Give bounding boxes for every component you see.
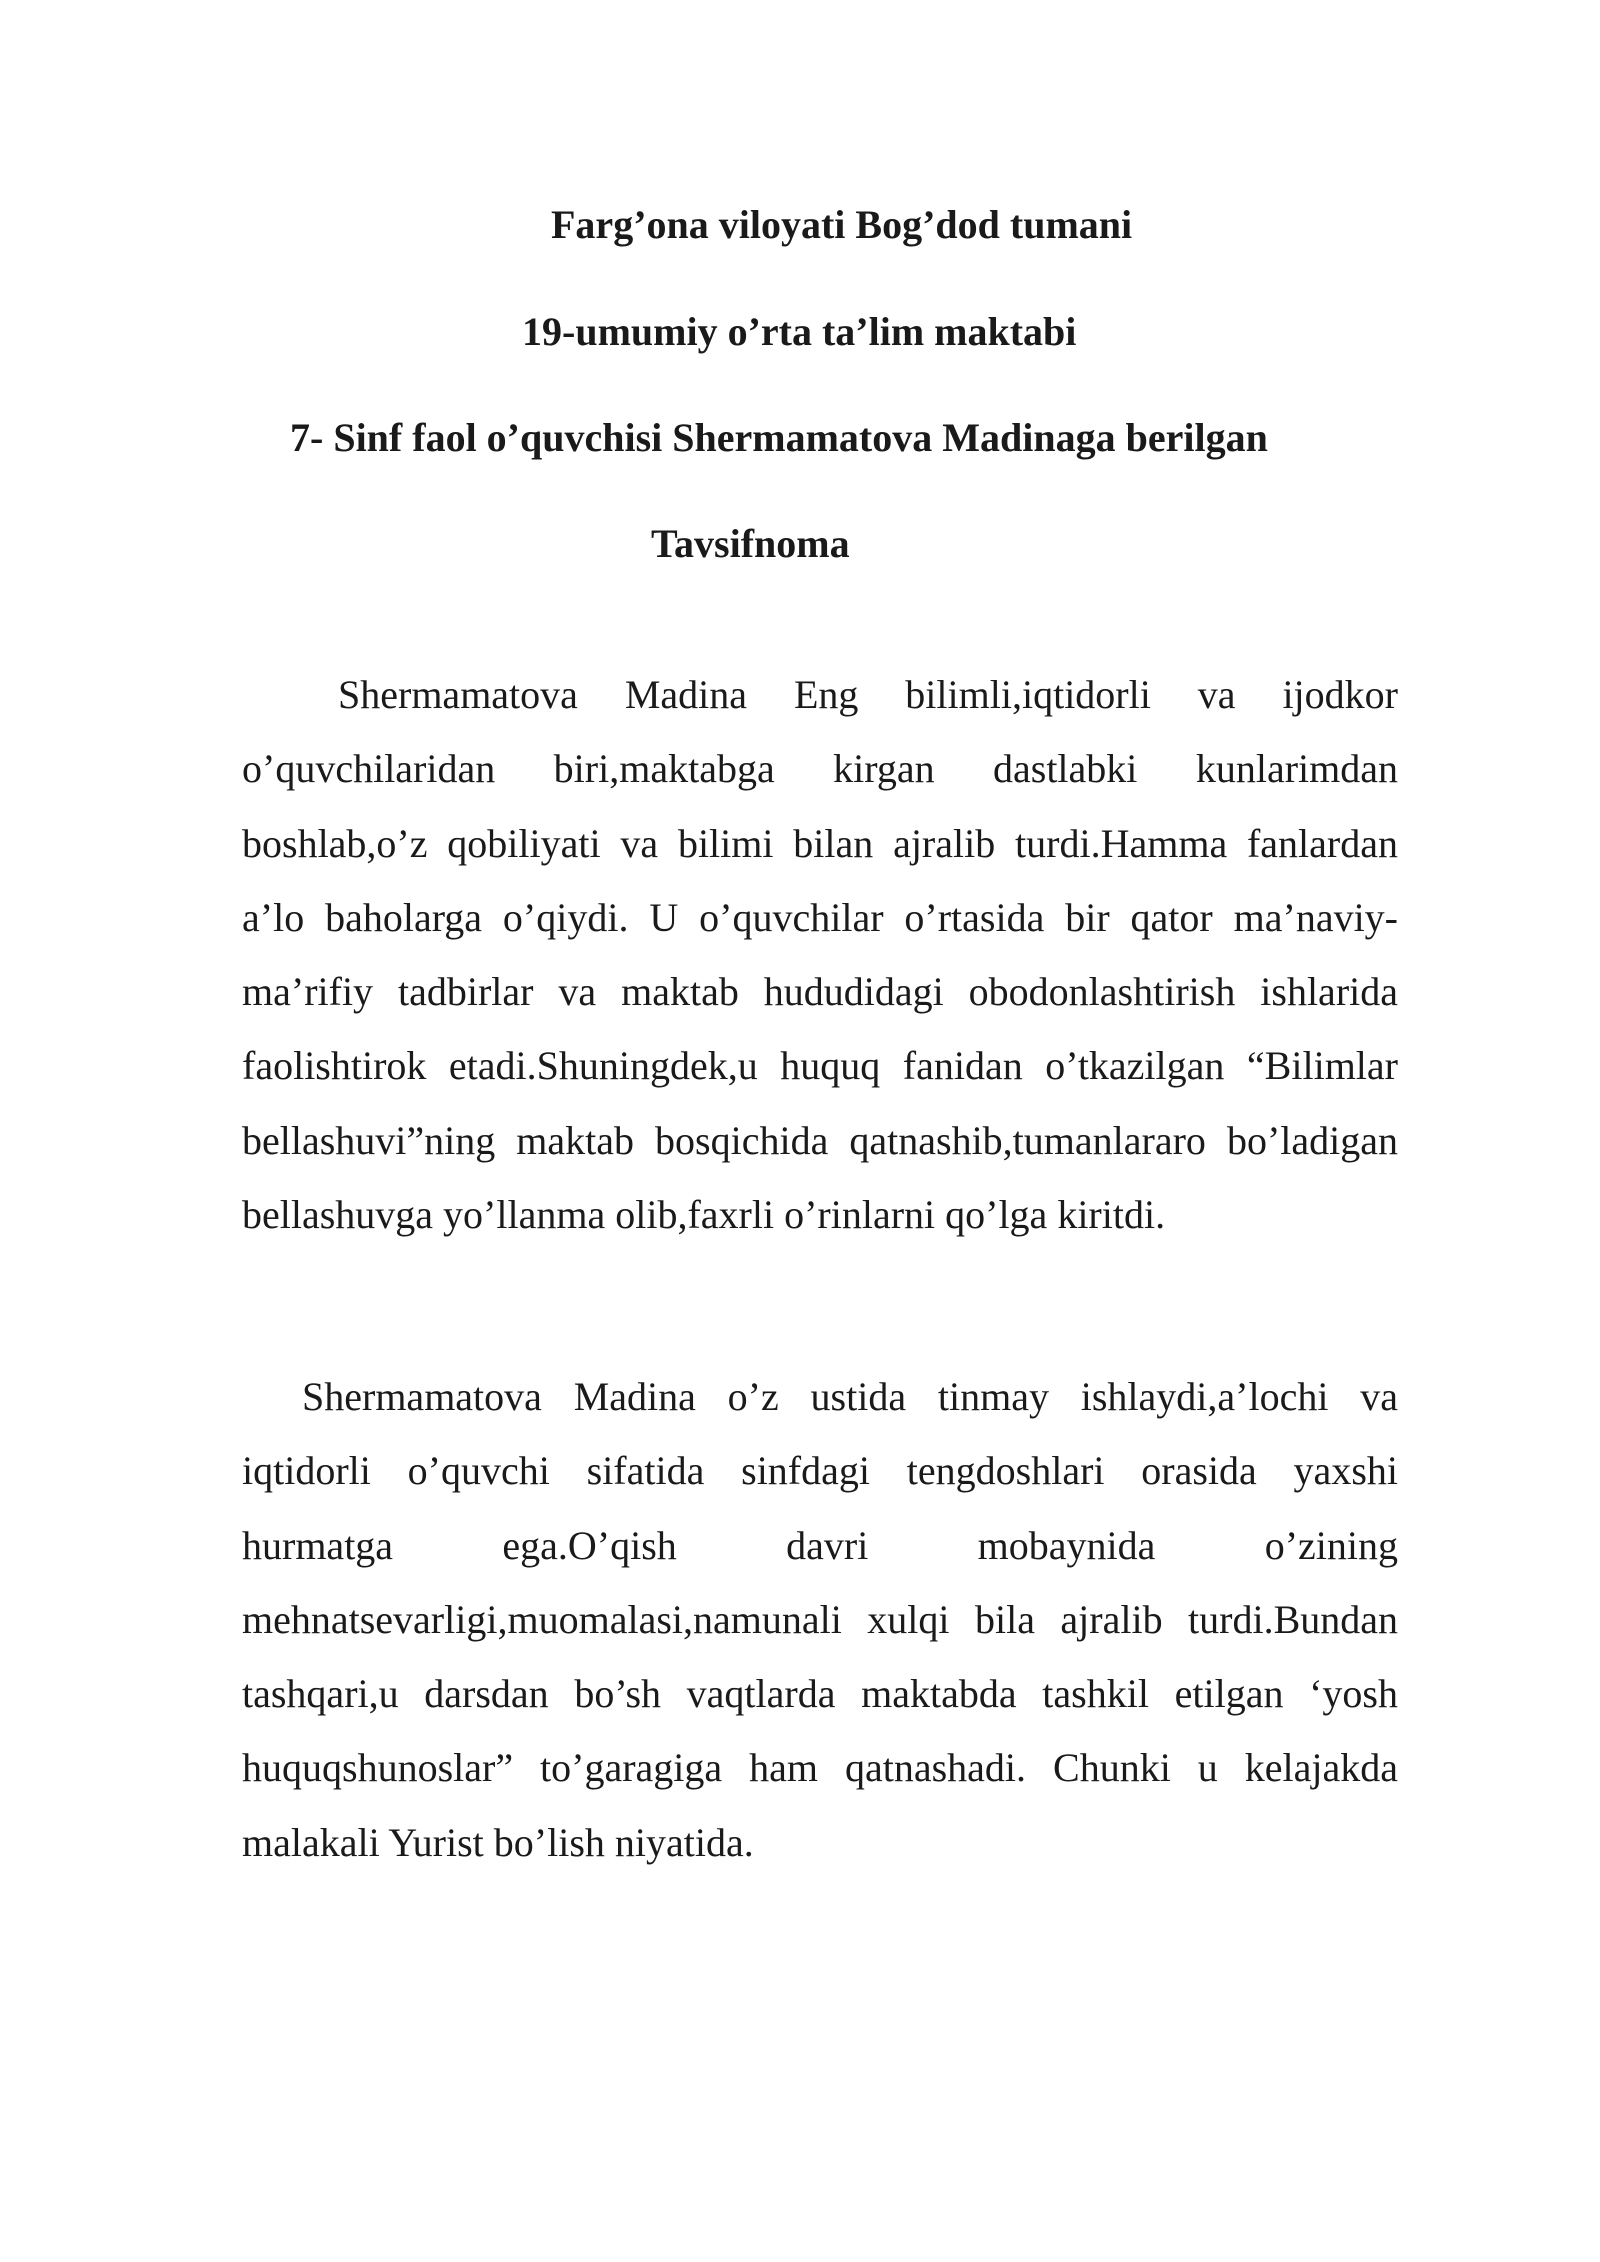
- school-name-heading: 19-umumiy o’rta ta’lim maktabi: [522, 309, 1077, 354]
- region-district-heading: Farg’ona viloyati Bog’dod tumani: [551, 202, 1133, 247]
- recipient-heading: 7- Sinf faol o’quvchisi Shermamatova Madinaga berilgan: [290, 415, 1268, 460]
- body-paragraph-1: Shermamatova Madina Eng bilimli,iqtidorli va ijodkor o’quvchilaridan biri,maktabga kirgan dastlabki kunlarimdan boshlab,o’z qobiliyati va bilimi bilan ajralib turdi.Hamma fanlardan a’lo baholarga o’qiydi. U o’quvchilar o’rtasida bir qator ma’naviy-ma’rifiy tadbirlar va maktab hududidagi obodonlashtirish ishlarida faolishtirok etadi.Shuningdek,u huquq fanidan o’tkazilgan “Bilimlar bellashuvi”ning maktab bosqichida qatnashib,tumanlararo bo’ladigan bellashuvga yo’llanma olib,faxrli o’rinlarni qo’lga kiritdi.: [242, 672, 1398, 1238]
- body-paragraph-2: Shermamatova Madina o’z ustida tinmay ishlaydi,a’lochi va iqtidorli o’quvchi sifatida sinfdagi tengdoshlari orasida yaxshi hurmatga ega.O’qish davri mobaynida o’zining mehnatsevarligi,muomalasi,namunali xulqi bila ajralib turdi.Bundan tashqari,u darsdan bo’sh vaqtlarda maktabda tashkil etilgan ‘yosh huquqshunoslar” to’garagiga ham qatnashadi. Chunki u kelajakda malakali Yurist bo’lish niyatida.: [242, 1374, 1398, 1865]
- document-title: Tavsifnoma: [651, 521, 850, 566]
